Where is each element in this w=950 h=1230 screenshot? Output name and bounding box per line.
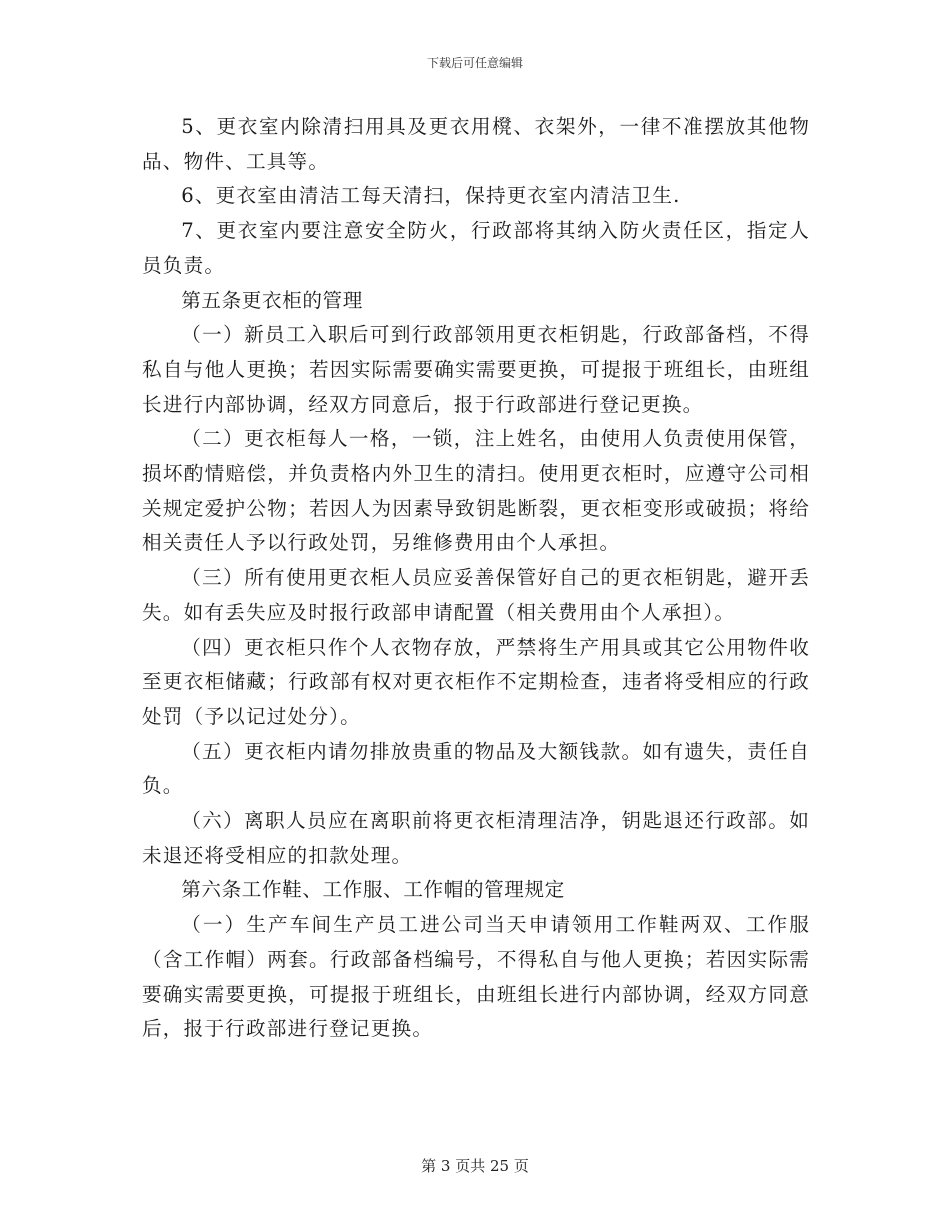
paragraph-clause-6: 6、更衣室由清洁工每天清扫，保持更衣室内清洁卫生.: [181, 184, 681, 208]
paragraph-item-2: （二）更衣柜每人一格，一锁，注上姓名，由使用人负责使用保管，损坏酌情赔偿，并负责格内外卫生的清扫。使用更衣柜时，应遵守公司相关规定爱护公物；若因人为因素导致钥匙断裂，更衣柜变形或破损；将给相关责任人予以行政处罚，另维修费用由个人承担。: [142, 427, 810, 555]
paragraph-item-6: （六）离职人员应在离职前将更衣柜清理洁净，钥匙退还行政部。如未退还将受相应的扣款处理。: [142, 809, 810, 867]
document-body: [142, 110, 810, 1047]
section-heading-article-5: 第五条更衣柜的管理: [181, 288, 363, 312]
section-heading-article-6: 第六条工作鞋、工作服、工作帽的管理规定: [181, 878, 565, 902]
page-number-footer: 第 3 页共 25 页: [421, 1157, 529, 1175]
paragraph-item-3: （三）所有使用更衣柜人员应妥善保管好自己的更衣柜钥匙，避开丢失。如有丢失应及时报行政部申请配置（相关费用由个人承担）。: [142, 566, 810, 624]
paragraph-clause-5: 5、更衣室内除清扫用具及更衣用櫈、衣架外，一律不准摆放其他物品、物件、工具等。: [142, 115, 810, 173]
paragraph-article-6-item-1: （一）生产车间生产员工进公司当天申请领用工作鞋两双、工作服（含工作帽）两套。行政部备档编号，不得私自与他人更换；若因实际需要确实需要更换，可提报于班组长，由班组长进行内部协调，经双方同意后，报于行政部进行登记更换。: [142, 913, 810, 1041]
paragraph-item-4: （四）更衣柜只作个人衣物存放，严禁将生产用具或其它公用物件收至更衣柜储藏；行政部有权对更衣柜作不定期检查，违者将受相应的行政处罚（予以记过处分）。: [142, 635, 810, 728]
paragraph-item-5: （五）更衣柜内请勿排放贵重的物品及大额钱款。如有遗失，责任自负。: [142, 739, 810, 798]
page-header: 下载后可任意编辑: [426, 56, 523, 70]
paragraph-item-1: （一）新员工入职后可到行政部领用更衣柜钥匙，行政部备档，不得私自与他人更换；若因实际需要确实需要更换，可提报于班组长，由班组长进行内部协调，经双方同意后，报于行政部进行登记更换。: [142, 323, 810, 416]
paragraph-clause-7: 7、更衣室内要注意安全防火，行政部将其纳入防火责任区，指定人员负责。: [142, 219, 810, 277]
